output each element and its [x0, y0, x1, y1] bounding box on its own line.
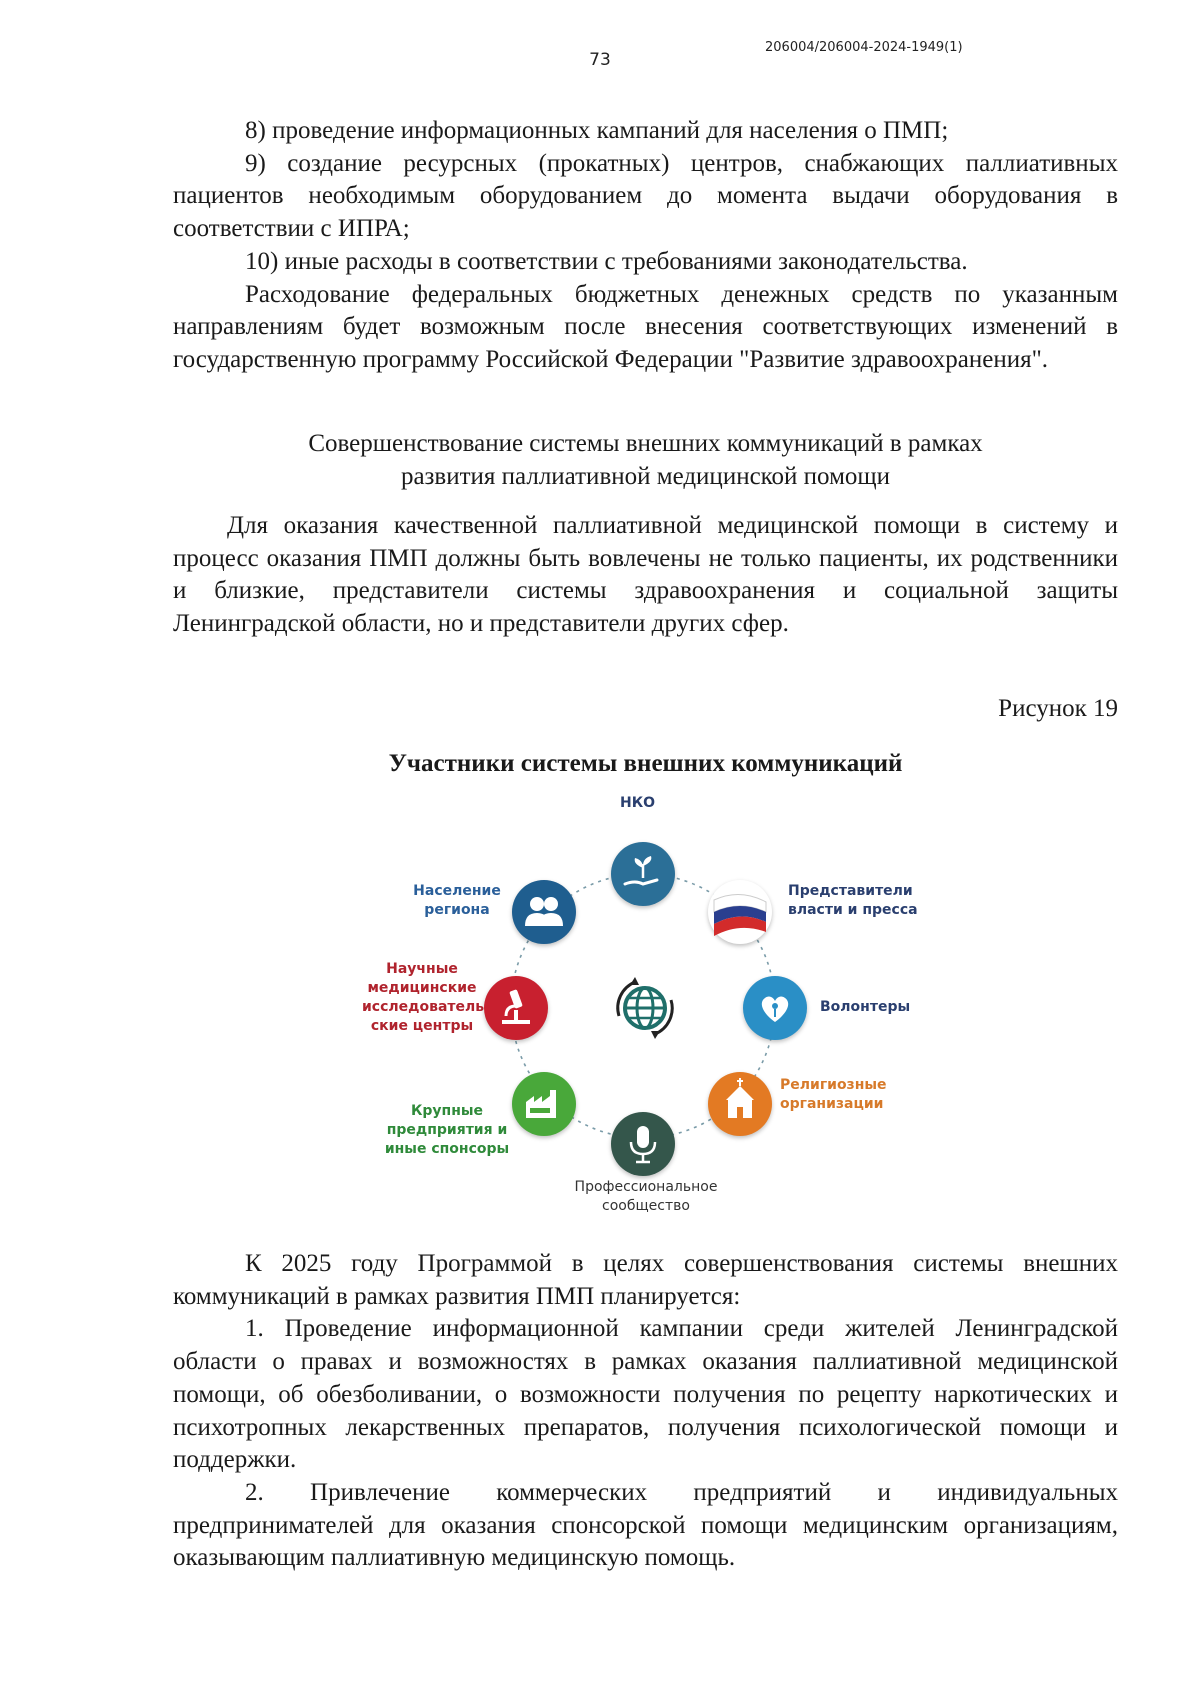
heart-volunteer-icon	[743, 976, 807, 1040]
microscope-icon	[484, 976, 548, 1040]
figure-title: Участники системы внешних коммуникаций	[388, 750, 903, 777]
section-heading-line1: Совершенствование системы внешних коммуникаций в рамках	[308, 430, 983, 457]
microphone-icon	[611, 1112, 675, 1176]
factory-icon	[512, 1072, 576, 1136]
government-press-label: Представители власти и пресса	[788, 883, 918, 918]
plan-item-2: 2. Привлечение коммерческих предприятий и индивидуальных предпринимателей для оказания спонсорской помощи медицинским организациям, оказывающим паллиативную медицинскую помощь.	[173, 1478, 1118, 1572]
nko-label: НКО	[620, 795, 656, 811]
professional-label: Профессиональное сообщество	[574, 1179, 718, 1214]
figure-caption-block	[173, 693, 1118, 726]
section-paragraph-block	[173, 510, 1118, 641]
population-label: Население региона	[413, 883, 501, 918]
volunteers-node	[743, 976, 807, 1040]
document-id: 206004/206004-2024-1949(1)	[765, 40, 963, 55]
plan-item-1: 1. Проведение информационной кампании среди жителей Ленинградской области о правах и возможностях в рамках оказания паллиативной медицинской помощи, об обезболивании, о возможности получения по рецепту наркотических и психотропных лекарственных препаратов, получения психологической помощи и поддержки.	[173, 1315, 1118, 1474]
sponsors-label: Крупные предприятия и иные спонсоры	[384, 1103, 510, 1157]
list-item-9: 9) создание ресурсных (прокатных) центров, снабжающих паллиативных пациентов необходимым оборудованием до момента выдачи оборудования в соответствии с ИПРА;	[173, 149, 1118, 243]
research-label: Научные медицинские исследователь ские центры	[362, 961, 485, 1034]
church-icon	[708, 1072, 772, 1136]
section-heading-line2: развития паллиативной медицинской помощи	[400, 462, 891, 490]
plan-intro: К 2025 году Программой в целях совершенствования системы внешних коммуникаций в рамках развития ПМП планируется:	[173, 1250, 1118, 1310]
flag-press-icon	[708, 880, 772, 944]
hand-plant-icon	[611, 842, 675, 906]
religious-label: Религиозные организации	[780, 1077, 887, 1112]
list-item-8: 8) проведение информационных кампаний для населения о ПМП;	[245, 117, 949, 144]
communications-diagram	[360, 795, 930, 1218]
population-node	[512, 880, 576, 944]
top-text-block	[173, 115, 1118, 377]
research-node	[484, 976, 548, 1040]
page-number: 73	[589, 50, 611, 70]
figure-number: Рисунок 19	[998, 695, 1118, 722]
section-block	[173, 428, 1118, 493]
list-item-10: 10) иные расходы в соответствии с требованиями законодательства.	[245, 247, 968, 275]
professional-node	[611, 1112, 675, 1176]
figure-title-block	[173, 748, 1118, 781]
globe-cycle-icon	[613, 976, 677, 1040]
religious-node	[708, 1072, 772, 1136]
funding-paragraph: Расходование федеральных бюджетных денежных средств по указанным направлениям будет возможным после внесения соответствующих изменений в государственную программу Российской Федерации "Развитие здравоохранения".	[173, 280, 1118, 373]
government-press-node	[708, 880, 772, 944]
people-icon	[512, 880, 576, 944]
section-paragraph: Для оказания качественной паллиативной медицинской помощи в систему и процесс оказания ПМП должны быть вовлечены не только пациенты, их родственники и близкие, представители системы здравоохранения и социальной защиты Ленинградской области, но и представители других сфер.	[173, 512, 1118, 638]
volunteers-label: Волонтеры	[820, 999, 911, 1015]
bottom-text-block	[173, 1248, 1118, 1575]
nko-node	[611, 842, 675, 906]
sponsors-node	[512, 1072, 576, 1136]
